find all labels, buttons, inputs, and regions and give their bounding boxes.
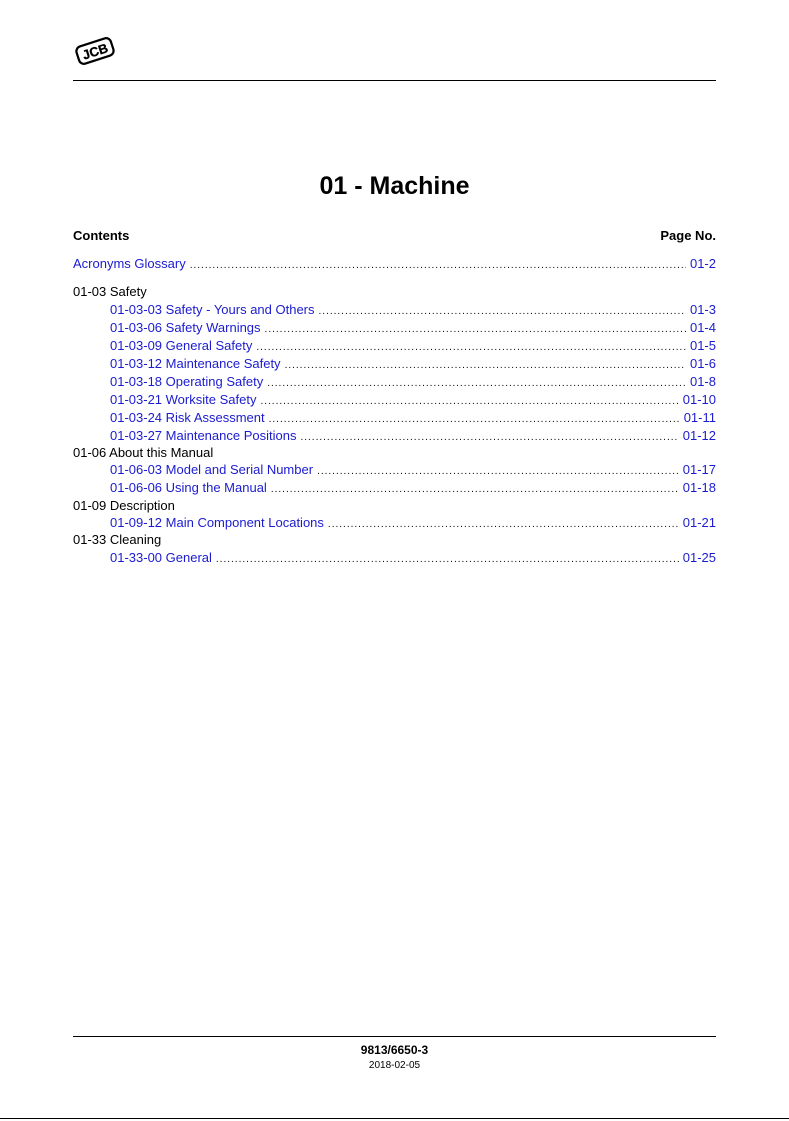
toc-entry-page[interactable]: 01-2 (689, 256, 716, 271)
toc-entry-page[interactable]: 01-25 (682, 550, 716, 565)
toc-entry-page[interactable]: 01-5 (689, 338, 716, 353)
dot-leader (256, 337, 686, 357)
page-title: 01 - Machine (319, 172, 470, 200)
toc-entry-page[interactable]: 01-17 (682, 462, 716, 477)
toc-entry-page[interactable]: 01-3 (689, 302, 716, 317)
toc-entry[interactable] (73, 391, 716, 409)
toc-entry[interactable] (73, 461, 716, 479)
dot-leader (271, 479, 679, 499)
toc-entry[interactable] (73, 427, 716, 445)
toc-entry-label[interactable]: 01-03-06 Safety Warnings (110, 320, 261, 335)
toc-entry-page[interactable]: 01-8 (689, 374, 716, 389)
toc-entry-page[interactable]: 01-4 (689, 320, 716, 335)
toc-entry-page[interactable]: 01-21 (682, 515, 716, 530)
toc-entry[interactable] (73, 409, 716, 427)
dot-leader (269, 409, 680, 429)
toc-entry-label[interactable]: 01-06-06 Using the Manual (110, 480, 267, 495)
toc-entry-label[interactable]: 01-03-03 Safety - Yours and Others (110, 302, 315, 317)
toc-entry-acronyms-glossary[interactable] (73, 255, 716, 273)
header-rule (73, 80, 716, 81)
toc-entry-label[interactable]: 01-03-21 Worksite Safety (110, 392, 257, 407)
toc-section-heading: 01-06 About this Manual (73, 445, 214, 460)
toc-entry[interactable] (73, 514, 716, 532)
dot-leader (267, 373, 686, 393)
toc-entry-page[interactable]: 01-18 (682, 480, 716, 495)
toc-entry-page[interactable]: 01-6 (689, 356, 716, 371)
document-number: 9813/6650-3 (360, 1043, 429, 1057)
toc-entry-page[interactable]: 01-11 (683, 410, 716, 425)
dot-leader (317, 461, 679, 481)
page-edge (0, 1118, 789, 1119)
toc-entry-label[interactable]: 01-03-09 General Safety (110, 338, 253, 353)
toc-section-heading: 01-33 Cleaning (73, 532, 162, 547)
toc-entry-label[interactable]: 01-09-12 Main Component Locations (110, 515, 324, 530)
toc-entry-label[interactable]: 01-03-18 Operating Safety (110, 374, 264, 389)
page-no-header: Page No. (660, 228, 716, 243)
toc-entry[interactable] (73, 337, 716, 355)
logo-text: JCB (80, 40, 110, 63)
toc-entry[interactable] (73, 301, 716, 319)
footer-rule (73, 1036, 716, 1037)
toc-entry[interactable] (73, 549, 716, 567)
dot-leader (190, 255, 686, 275)
toc-section-heading: 01-09 Description (73, 498, 175, 513)
dot-leader (319, 301, 686, 321)
toc-entry-label[interactable]: 01-03-27 Maintenance Positions (110, 428, 297, 443)
toc-entry-page[interactable]: 01-12 (682, 428, 716, 443)
toc-entry-page[interactable]: 01-10 (682, 392, 716, 407)
dot-leader (265, 319, 686, 339)
document-date: 2018-02-05 (368, 1060, 421, 1071)
jcb-logo (73, 33, 117, 69)
toc-entry-label[interactable]: 01-03-12 Maintenance Safety (110, 356, 281, 371)
toc-entry[interactable] (73, 373, 716, 391)
toc-entry-label[interactable]: 01-06-03 Model and Serial Number (110, 462, 314, 477)
toc-section-heading: 01-03 Safety (73, 284, 147, 299)
toc-entry-label[interactable]: 01-33-00 General (110, 550, 212, 565)
toc-entry[interactable] (73, 479, 716, 497)
dot-leader (328, 514, 679, 534)
dot-leader (300, 427, 678, 447)
toc-entry-label[interactable]: 01-03-24 Risk Assessment (110, 410, 265, 425)
dot-leader (216, 549, 679, 569)
toc-entry[interactable] (73, 319, 716, 337)
toc-entry[interactable] (73, 355, 716, 373)
toc-entry-label[interactable]: Acronyms Glossary (73, 256, 186, 271)
contents-header: Contents (73, 228, 130, 243)
dot-leader (285, 355, 686, 375)
dot-leader (260, 391, 678, 411)
